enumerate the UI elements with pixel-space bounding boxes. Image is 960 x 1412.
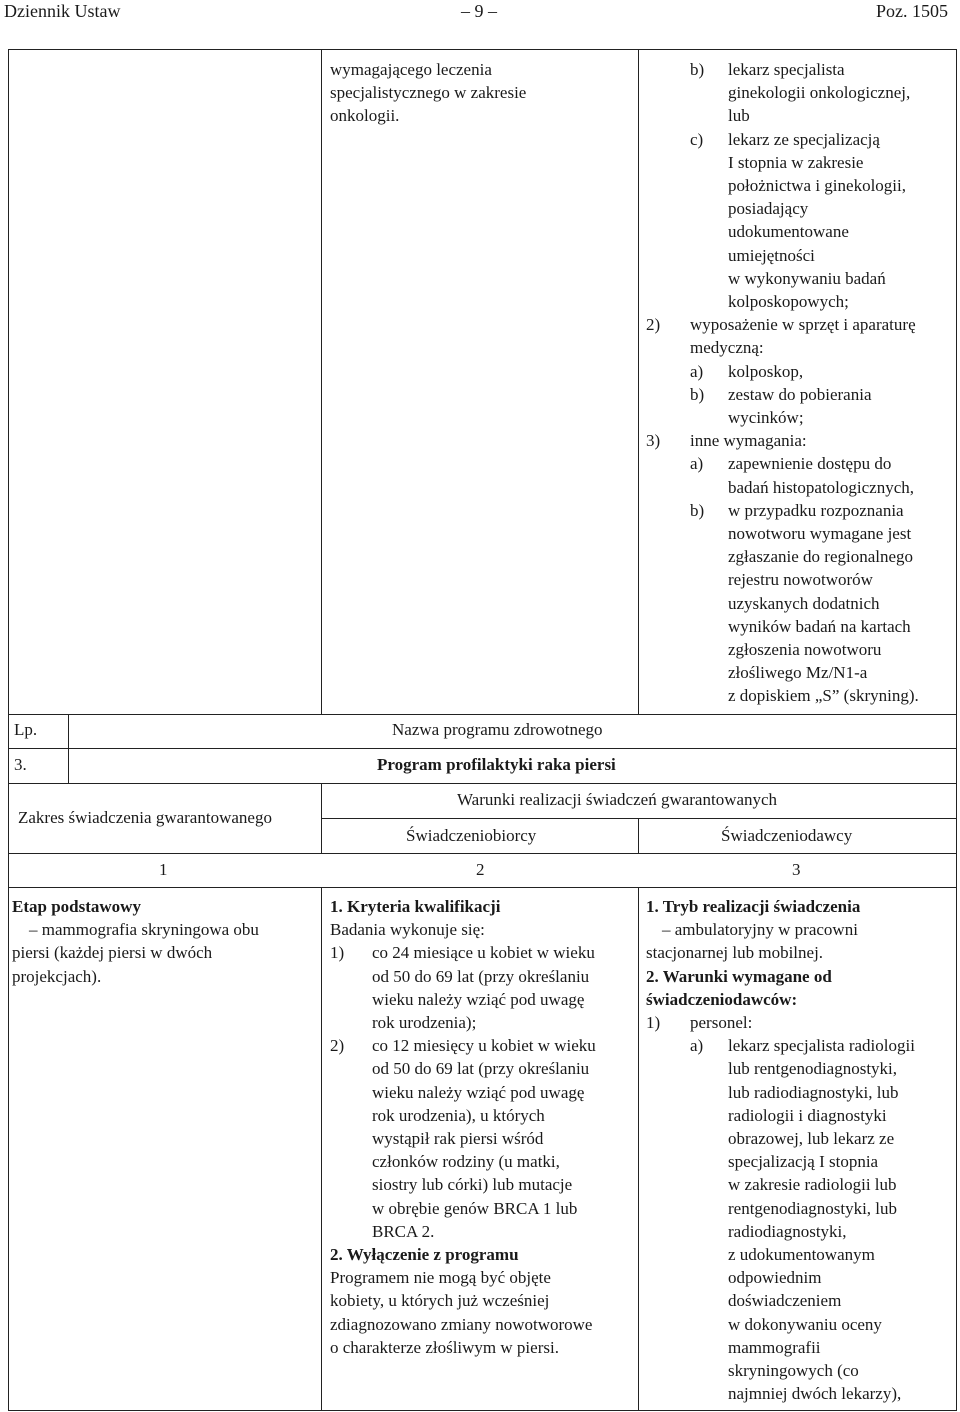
text-line: radiodiagnostyki, xyxy=(728,1221,847,1241)
text-line: wystąpił rak piersi wśród xyxy=(372,1129,544,1149)
mode-title: 1. Tryb realizacji świadczenia xyxy=(646,897,861,916)
list-item xyxy=(690,499,951,708)
list-item xyxy=(690,1034,915,1405)
col-number-2: 2 xyxy=(476,860,485,879)
text-line: Programem nie mogą być objęte xyxy=(330,1268,551,1288)
item-marker: a) xyxy=(690,454,704,474)
text-line: lub rentgenodiagnostyki, xyxy=(728,1059,898,1079)
qualification-criteria-title: 1. Kryteria kwalifikacji xyxy=(330,897,501,916)
item-marker: 1) xyxy=(646,1013,661,1033)
text-line: wieku należy wziąć pod uwagę xyxy=(372,989,585,1009)
text-line: w wykonywaniu badań xyxy=(728,268,886,288)
text-line: od 50 do 69 lat (przy określaniu xyxy=(372,966,590,986)
program-name: Program profilaktyki raka piersi xyxy=(377,755,616,774)
text-line: kobiety, u których już wcześniej xyxy=(330,1291,550,1311)
item-marker: 2) xyxy=(646,315,661,335)
item-marker: b) xyxy=(690,60,705,79)
text-line: BRCA 2. xyxy=(372,1221,435,1241)
text-line: lekarz ze specjalizacją xyxy=(728,129,880,149)
journal-title: Dziennik Ustaw xyxy=(4,1,121,21)
text-line: projekcjach). xyxy=(12,966,102,986)
item-marker: a) xyxy=(690,361,704,381)
text-line: wymagającego leczenia xyxy=(330,60,492,79)
text-line: kolposkopowych; xyxy=(728,292,849,312)
list-item xyxy=(330,1034,596,1243)
text-line: lekarz specjalista xyxy=(728,60,845,79)
list-item xyxy=(690,383,951,429)
text-line: udokumentowane xyxy=(728,222,849,242)
conditions-header: Warunki realizacji świadczeń gwarantowanych xyxy=(457,790,778,809)
col3-content xyxy=(646,895,915,1405)
program-name-label: Nazwa programu zdrowotnego xyxy=(392,720,603,739)
text-line: lub xyxy=(728,106,750,126)
qualification-intro: Badania wykonuje się: xyxy=(330,920,485,940)
text-line: skryningowych (co xyxy=(728,1361,859,1381)
item-marker: a) xyxy=(690,1036,704,1056)
text-line: zestaw do pobierania xyxy=(728,384,872,404)
text-line: radiologii i diagnostyki xyxy=(728,1105,887,1125)
text-line: posiadający xyxy=(728,199,809,219)
item-marker: b) xyxy=(690,500,705,520)
text-line: w obrębie genów BRCA 1 lub xyxy=(372,1198,578,1218)
top-col2-text xyxy=(330,58,526,128)
text-line: umiejętności xyxy=(728,245,815,265)
text-line: obrazowej, lub lekarz ze xyxy=(728,1129,895,1149)
text-line: badań histopatologicznych, xyxy=(728,477,915,497)
text-line: zapewnienie dostępu do xyxy=(728,454,892,474)
text-line: w przypadku rozpoznania xyxy=(728,500,904,520)
text-line: specjalistycznego w zakresie xyxy=(330,83,527,103)
list-item xyxy=(690,360,951,383)
program-number: 3. xyxy=(14,755,27,774)
top-col3-list xyxy=(646,58,951,708)
text-line: onkologii. xyxy=(330,106,400,126)
text-line: wieku należy wziąć pod uwagę xyxy=(372,1082,585,1102)
item-marker: b) xyxy=(690,384,705,404)
text-line: najmniej dwóch lekarzy), xyxy=(728,1384,902,1404)
text-line: lub radiodiagnostyki, lub xyxy=(728,1082,899,1102)
text-line: wyników badań na kartach xyxy=(728,616,911,636)
scope-header: Zakres świadczenia gwarantowanego xyxy=(18,808,272,827)
text-line: położnictwa i ginekologii, xyxy=(728,176,906,196)
text-line: zgłaszanie do regionalnego xyxy=(728,547,914,567)
text-line: o charakterze złośliwym w piersi. xyxy=(330,1337,559,1357)
text-line: inne wymagania: xyxy=(690,431,807,451)
col1-content xyxy=(12,895,259,988)
item-marker: c) xyxy=(690,129,704,149)
text-line: zgłoszenia nowotworu xyxy=(728,640,882,660)
text-line: mammografii xyxy=(728,1337,821,1357)
col-number-1: 1 xyxy=(159,860,168,879)
text-line: członków rodziny (u matki, xyxy=(372,1152,560,1172)
text-line: specjalizacją I stopnia xyxy=(728,1152,879,1172)
providers-header: Świadczeniodawcy xyxy=(721,826,853,845)
text-line: uzyskanych dodatnich xyxy=(728,593,880,613)
text-line: piersi (każdej piersi w dwóch xyxy=(12,943,213,963)
text-line: nowotworu wymagane jest xyxy=(728,524,912,544)
requirements-title: 2. Warunki wymagane od xyxy=(646,966,832,986)
page-number: – 9 – xyxy=(461,1,497,21)
list-item xyxy=(690,58,951,128)
text-line: co 24 miesiące u kobiet w wieku xyxy=(372,943,595,963)
personnel-label: personel: xyxy=(690,1013,753,1033)
text-line: lekarz specjalista radiologii xyxy=(728,1036,915,1056)
col2-content xyxy=(330,895,596,1359)
text-line: doświadczeniem xyxy=(728,1291,842,1311)
list-item xyxy=(690,128,951,314)
text-line: ginekologii onkologicznej, xyxy=(728,83,911,103)
exclusion-title: 2. Wyłączenie z programu xyxy=(330,1245,519,1265)
list-item xyxy=(646,429,951,452)
text-line: z udokumentowanym xyxy=(728,1245,875,1265)
text-line: – mammografia skryningowa obu xyxy=(29,920,259,940)
text-line: – ambulatoryjny w pracowni xyxy=(662,920,858,940)
text-line: rentgenodiagnostyki, lub xyxy=(728,1198,898,1218)
position-number: Poz. 1505 xyxy=(876,1,948,21)
recipients-header: Świadczeniobiorcy xyxy=(406,826,537,845)
item-marker: 2) xyxy=(330,1036,345,1056)
lp-label: Lp. xyxy=(14,720,38,739)
text-line: rok urodzenia), u których xyxy=(372,1105,545,1125)
text-line: od 50 do 69 lat (przy określaniu xyxy=(372,1059,590,1079)
list-item xyxy=(646,1011,915,1405)
text-line: stacjonarnej lub mobilnej. xyxy=(646,943,824,963)
text-line: odpowiednim xyxy=(728,1268,822,1288)
list-item xyxy=(646,313,951,359)
text-line: w zakresie radiologii lub xyxy=(728,1175,897,1195)
text-line: medyczną: xyxy=(690,338,764,358)
col1-title: Etap podstawowy xyxy=(12,897,141,916)
text-line: z dopiskiem „S” (skryning). xyxy=(728,686,919,706)
text-line: I stopnia w zakresie xyxy=(728,152,864,172)
col-number-3: 3 xyxy=(792,860,801,879)
text-line: zdiagnozowano zmiany nowotworowe xyxy=(330,1314,593,1334)
text-line: złośliwego Mz/N1-a xyxy=(728,663,868,683)
text-line: siostry lub córki) lub mutacje xyxy=(372,1175,573,1195)
text-line: w dokonywaniu oceny xyxy=(728,1314,882,1334)
item-marker: 1) xyxy=(330,943,345,963)
requirements-title: świadczeniodawców: xyxy=(646,989,798,1009)
text-line: wycinków; xyxy=(728,408,804,428)
text-line: co 12 miesięcy u kobiet w wieku xyxy=(372,1036,596,1056)
list-item xyxy=(690,452,951,498)
text-line: rok urodzenia); xyxy=(372,1013,477,1033)
list-item xyxy=(330,941,596,1034)
item-marker: 3) xyxy=(646,431,661,451)
text-line: wyposażenie w sprzęt i aparaturę xyxy=(690,315,916,335)
text-line: rejestru nowotworów xyxy=(728,570,873,590)
text-line: kolposkop, xyxy=(728,361,804,381)
